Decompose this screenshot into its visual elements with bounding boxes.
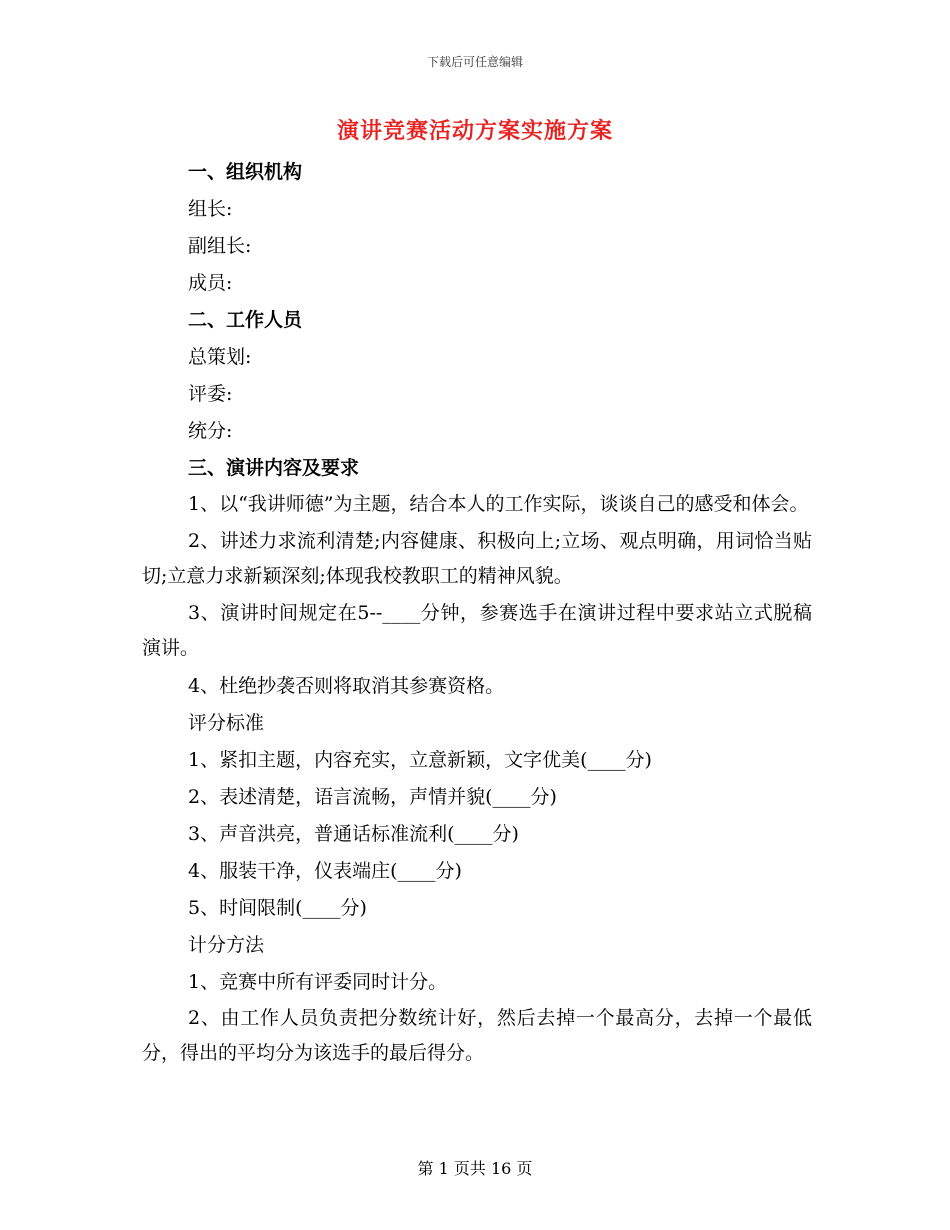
- section-heading-staff: 二、工作人员: [188, 309, 303, 331]
- org-item-deputy: 副组长:: [188, 235, 252, 257]
- method-item-1: 1、竞赛中所有评委同时计分。: [188, 971, 448, 993]
- scoring-item-4: 4、服装干净，仪表端庄(____分): [188, 860, 462, 882]
- section-heading-content: 三、演讲内容及要求: [188, 457, 360, 479]
- org-item-members: 成员:: [188, 272, 233, 294]
- section-heading-organization: 一、组织机构: [188, 161, 303, 183]
- org-item-leader: 组长:: [188, 198, 233, 220]
- scoring-item-3: 3、声音洪亮，普通话标准流利(____分): [188, 823, 519, 845]
- content-paragraph-3: 3、演讲时间规定在5--____分钟，参赛选手在演讲过程中要求站立式脱稿演讲。: [142, 602, 812, 659]
- scoring-item-1: 1、紧扣主题，内容充实，立意新颖，文字优美(____分): [188, 749, 652, 771]
- scoring-item-2: 2、表述清楚，语言流畅，声情并貌(____分): [188, 786, 557, 808]
- staff-item-planner: 总策划:: [188, 346, 252, 368]
- staff-item-judges: 评委:: [188, 383, 233, 405]
- page-footer: 第 1 页共 16 页: [417, 1159, 533, 1178]
- staff-item-scorer: 统分:: [188, 420, 233, 442]
- content-paragraph-2: 2、讲述力求流利清楚;内容健康、积极向上;立场、观点明确，用词恰当贴切;立意力求新颖深刻;体现我校教职工的精神风貌。: [142, 530, 812, 587]
- content-paragraph-1: 1、以“我讲师德”为主题，结合本人的工作实际，谈谈自己的感受和体会。: [188, 493, 809, 515]
- method-heading: 计分方法: [188, 934, 265, 956]
- page-header: 下载后可任意编辑: [426, 55, 523, 69]
- document-body: [142, 154, 812, 1071]
- method-item-2: 2、由工作人员负责把分数统计好，然后去掉一个最高分，去掉一个最低分，得出的平均分为该选手的最后得分。: [142, 1007, 812, 1064]
- scoring-heading: 评分标准: [188, 712, 265, 734]
- document-title: 演讲竞赛活动方案实施方案: [336, 118, 613, 144]
- content-paragraph-4: 4、杜绝抄袭否则将取消其参赛资格。: [188, 675, 505, 697]
- scoring-item-5: 5、时间限制(____分): [188, 897, 367, 919]
